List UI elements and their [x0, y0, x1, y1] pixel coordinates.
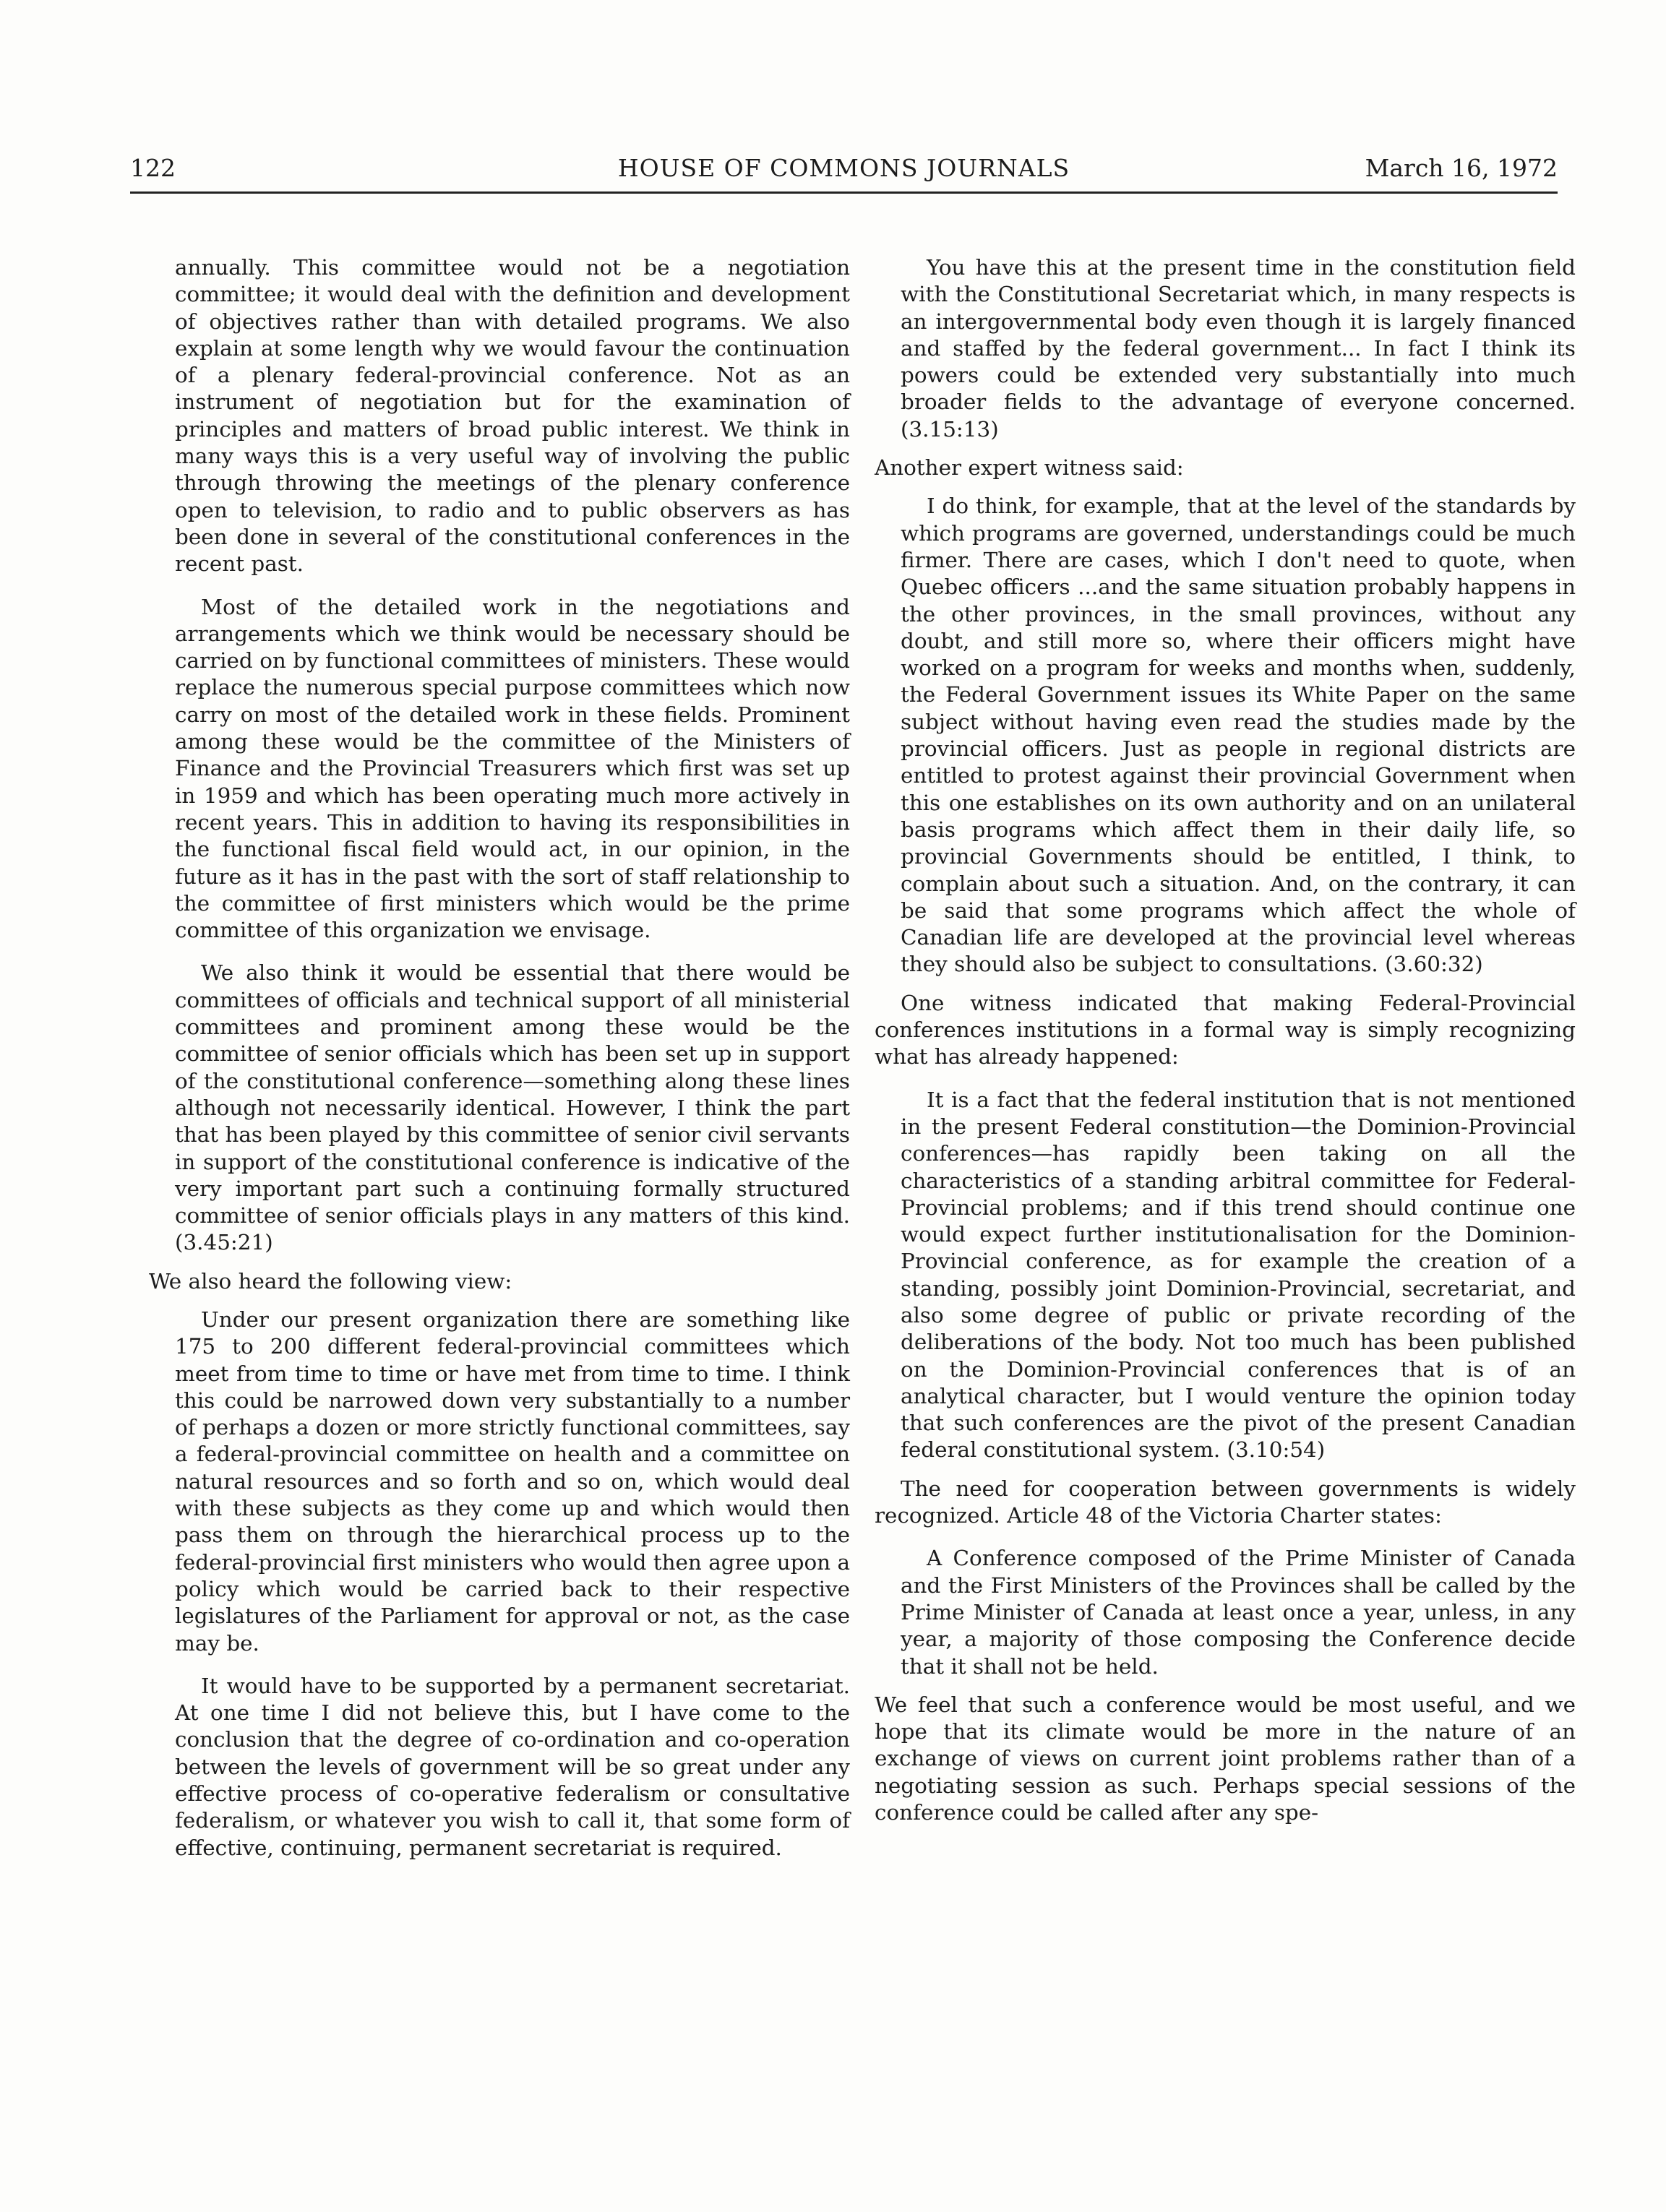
quote-paragraph: You have this at the present time in the constitution field with the Constitutional Secretariat which, in many respects is an intergovernmental body even though it is largely financed and staffed by the federal government... In fact I think its powers could be extended very substantially into much broader fields to the advantage of everyone concerned. (3.15:13) — [901, 255, 1576, 442]
body-paragraph: One witness indicated that making Federal-Provincial conferences institutions in a formal way is simply recognizing what has already happened: — [875, 990, 1576, 1070]
body-paragraph: Another expert witness said: — [875, 455, 1184, 481]
right-column — [875, 254, 1576, 1826]
header-date: March 16, 1972 — [1365, 154, 1558, 182]
quote-paragraph: It would have to be supported by a permanent secretariat. At one time I did not believe this, but I have come to the conclusion that the degree of co-ordination and co-operation between the levels of government will be so great under any effective process of co-operative federalism or consultative federalism, or whatever you wish to call it, that some form of effective, continuing, permanent secretariat is required. — [175, 1673, 850, 1860]
journal-title: HOUSE OF COMMONS JOURNALS — [617, 154, 1070, 182]
page-number: 122 — [130, 154, 176, 182]
quote-paragraph: It is a fact that the federal institution that is not mentioned in the present Federal constitution—the Dominion-Provincial conferences—has rapidly been taking on all the characteristics of a standing arbitral committee for Federal-Provincial problems; and if this trend should continue one would expect further institutionalisation for the Dominion-Provincial conference, as for example the creation of a standing, possibly joint Dominion-Provincial, secretariat, and also some degree of public or private recording of the deliberations of the body. Not too much has been published on the Dominion-Provincial conferences that is of an analytical character, but I would venture the opinion today that such conferences are the pivot of the present Canadian federal constitutional system. (3.10:54) — [901, 1087, 1576, 1463]
quote-paragraph: Most of the detailed work in the negotiations and arrangements which we think would be necessary should be carried on by functional committees of ministers. These would replace the numerous special purpose committees which now carry on most of the detailed work in these fields. Prominent among these would be the committee of the Ministers of Finance and the Provincial Treasurers which first was set up in 1959 and which has been operating much more actively in recent years. This in addition to having its responsibilities in the functional fiscal field would act, in our opinion, in the future as it has in the past with the sort of staff relationship to the committee of first ministers which would be the prime committee of this organization we envisage. — [175, 594, 850, 943]
quote-paragraph: A Conference composed of the Prime Minister of Canada and the First Ministers of the Provinces shall be called by the Prime Minister of Canada at least once a year, unless, in any year, a majority of those composing the Conference decide that it shall not be held. — [901, 1546, 1576, 1679]
quote-paragraph: I do think, for example, that at the level of the standards by which programs are governed, understandings could be much firmer. There are cases, which I don't need to quote, when Quebec officers ...and the same situation probably happens in the other provinces, in the small provinces, without any doubt, and still more so, where their officers might have worked on a program for weeks and months when, suddenly, the Federal Government issues its White Paper on the same subject without having even read the studies made by the provincial officers. Just as people in regional districts are entitled to protest against their provincial Government when this one establishes on its own authority and on an unilateral basis programs which affect them in their daily life, so provincial Governments should be entitled, I think, to complain about such a situation. And, on the contrary, it can be said that some programs which affect the whole of Canadian life are developed at the provincial level whereas they should also be subject to consultations. (3.60:32) — [901, 494, 1576, 977]
page-header — [130, 148, 1558, 194]
quote-paragraph: Under our present organization there are something like 175 to 200 different federal-provincial committees which meet from time to time or have met from time to time. I think this could be narrowed down very substantially to a number of perhaps a dozen or more strictly functional committees, say a federal-provincial committee on health and a committee on natural resources and so forth and so on, which would deal with these subjects as they come up and which would then pass them on through the hierarchical process up to the federal-provincial first ministers who would then agree upon a policy which would be carried back to their respective legislatures of the Parliament for approval or not, as the case may be. — [175, 1307, 850, 1656]
left-column — [149, 254, 850, 1862]
body-paragraph: The need for cooperation between governments is widely recognized. Article 48 of the Victoria Charter states: — [875, 1476, 1576, 1528]
body-paragraph: We also heard the following view: — [149, 1268, 512, 1294]
quote-paragraph: We also think it would be essential that there would be committees of officials and technical support of all ministerial committees and prominent among these would be the committee of senior officials which has been set up in support of the constitutional conference—something along these lines although not necessarily identical. However, I think the part that has been played by this committee of senior civil servants in support of the constitutional conference is indicative of the very important part such a continuing formally structured committee of senior officials plays in any matters of this kind. (3.45:21) — [175, 960, 850, 1255]
body-paragraph: We feel that such a conference would be most useful, and we hope that its climate would be more in the nature of an exchange of views on current joint problems rather than of a negotiating session as such. Perhaps special sessions of the conference could be called after any spe- — [875, 1692, 1576, 1825]
quote-paragraph: annually. This committee would not be a negotiation committee; it would deal with the definition and development of objectives rather than with detailed programs. We also explain at some length why we would favour the continuation of a plenary federal-provincial conference. Not as an instrument of negotiation but for the examination of principles and matters of broad public interest. We think in many ways this is a very useful way of involving the public through throwing the meetings of the plenary conference open to television, to radio and to public observers as has been done in several of the constitutional conferences in the recent past. — [175, 255, 850, 577]
